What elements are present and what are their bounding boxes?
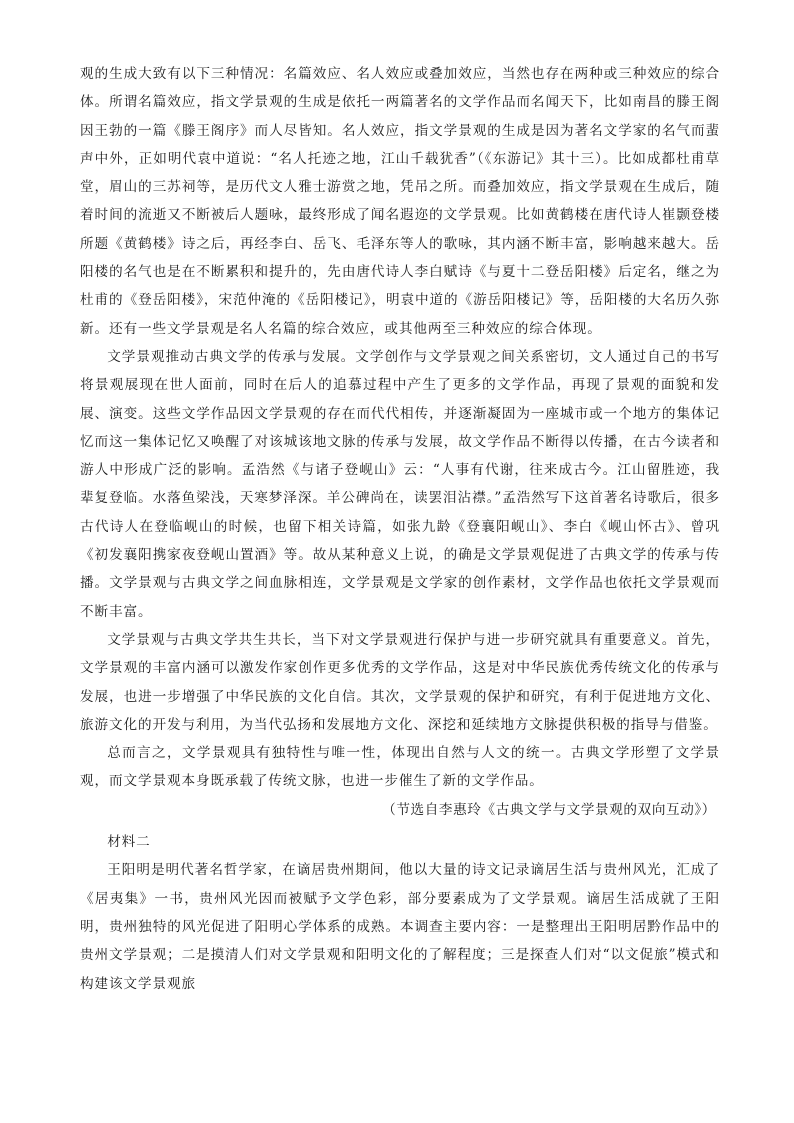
source-citation: （节选自李惠玲《古典文学与文学景观的双向互动》） (382, 801, 716, 818)
body-paragraph: 王阳明是明代著名哲学家，在谪居贵州期间，他以大量的诗文记录谪居生活与贵州风光，汇成了《居夷集》一书，贵州风光因而被赋予文学色彩，部分要素成为了文学景观。谪居生活成就了王阳明，贵州独特的风光促进了阳明心学体系的成熟。本调查主要内容：一是整理出王阳明居黔作品中的贵州文学景观；二是摸清人们对文学景观和阳明文化的了解程度；三是探查人们对“以文促旅”模式和构建该文学景观旅 (80, 862, 720, 992)
body-paragraph: 观的生成大致有以下三种情况：名篇效应、名人效应或叠加效应，当然也存在两种或三种效应的综合体。所谓名篇效应，指文学景观的生成是依托一两篇著名的文学作品而名闻天下，比如南昌的滕王阁因王勃的一篇《滕王阁序》而人尽皆知。名人效应，指文学景观的生成是因为著名文学家的名气而蜚声中外，正如明代袁中道说：“名人托迹之地，江山千载犹香”（《东游记》其十三）。比如成都杜甫草堂，眉山的三苏祠等，是历代文人雅士游赏之地，凭吊之所。而叠加效应，指文学景观在生成后，随着时间的流逝又不断被后人题咏，最终形成了闻名遐迩的文学景观。比如黄鹤楼在唐代诗人崔颢登楼所题《黄鹤楼》诗之后，再经李白、岳飞、毛泽东等人的歌咏，其内涵不断丰富，影响越来越大。岳阳楼的名气也是在不断累积和提升的，先由唐代诗人李白赋诗《与夏十二登岳阳楼》后定名，继之为杜甫的《登岳阳楼》，宋范仲淹的《岳阳楼记》，明袁中道的《游岳阳楼记》等，岳阳楼的大名历久弥新。还有一些文学景观是名人名篇的综合效应，或其他两至三种效应的综合体现。 (80, 66, 720, 337)
section-label-material-two: 材料二 (107, 834, 151, 851)
body-paragraph: 文学景观与古典文学共生共长，当下对文学景观进行保护与进一步研究就具有重要意义。首先，文学景观的丰富内涵可以激发作家创作更多优秀的文学作品，这是对中华民族优秀传统文化的传承与发展，也进一步增强了中华民族的文化自信。其次，文学景观的保护和研究，有利于促进地方文化、旅游文化的开发与利用，为当代弘扬和发展地方文化、深挖和延续地方文脉提供积极的指导与借鉴。 (80, 631, 720, 733)
document-page (80, 60, 720, 998)
body-paragraph: 总而言之，文学景观具有独特性与唯一性，体现出自然与人文的统一。古典文学形塑了文学景观，而文学景观本身既承载了传统文脉，也进一步催生了新的文学作品。 (80, 745, 720, 790)
body-paragraph: 文学景观推动古典文学的传承与发展。文学创作与文学景观之间关系密切，文人通过自己的书写将景观展现在世人面前，同时在后人的追慕过程中产生了更多的文学作品，再现了景观的面貌和发展、演变。这些文学作品因文学景观的存在而代代相传，并逐渐凝固为一座城市或一个地方的集体记忆而这一集体记忆又唤醒了对该城该地文脉的传承与发展，故文学作品不断得以传播，在古今读者和游人中形成广泛的影响。孟浩然《与诸子登岘山》云：“人事有代谢，往来成古今。江山留胜迹，我辈复登临。水落鱼梁浅，天寒梦泽深。羊公碑尚在，读罢泪沾襟。”孟浩然写下这首著名诗歌后，很多古代诗人在登临岘山的时候，也留下相关诗篇，如张九龄《登襄阳岘山》、李白《岘山怀古》、曾巩《初发襄阳携家夜登岘山置酒》等。故从某种意义上说，的确是文学景观促进了古典文学的传承与传播。文学景观与古典文学之间血脉相连，文学景观是文学家的创作素材，文学作品也依托文学景观而不断丰富。 (80, 348, 720, 620)
